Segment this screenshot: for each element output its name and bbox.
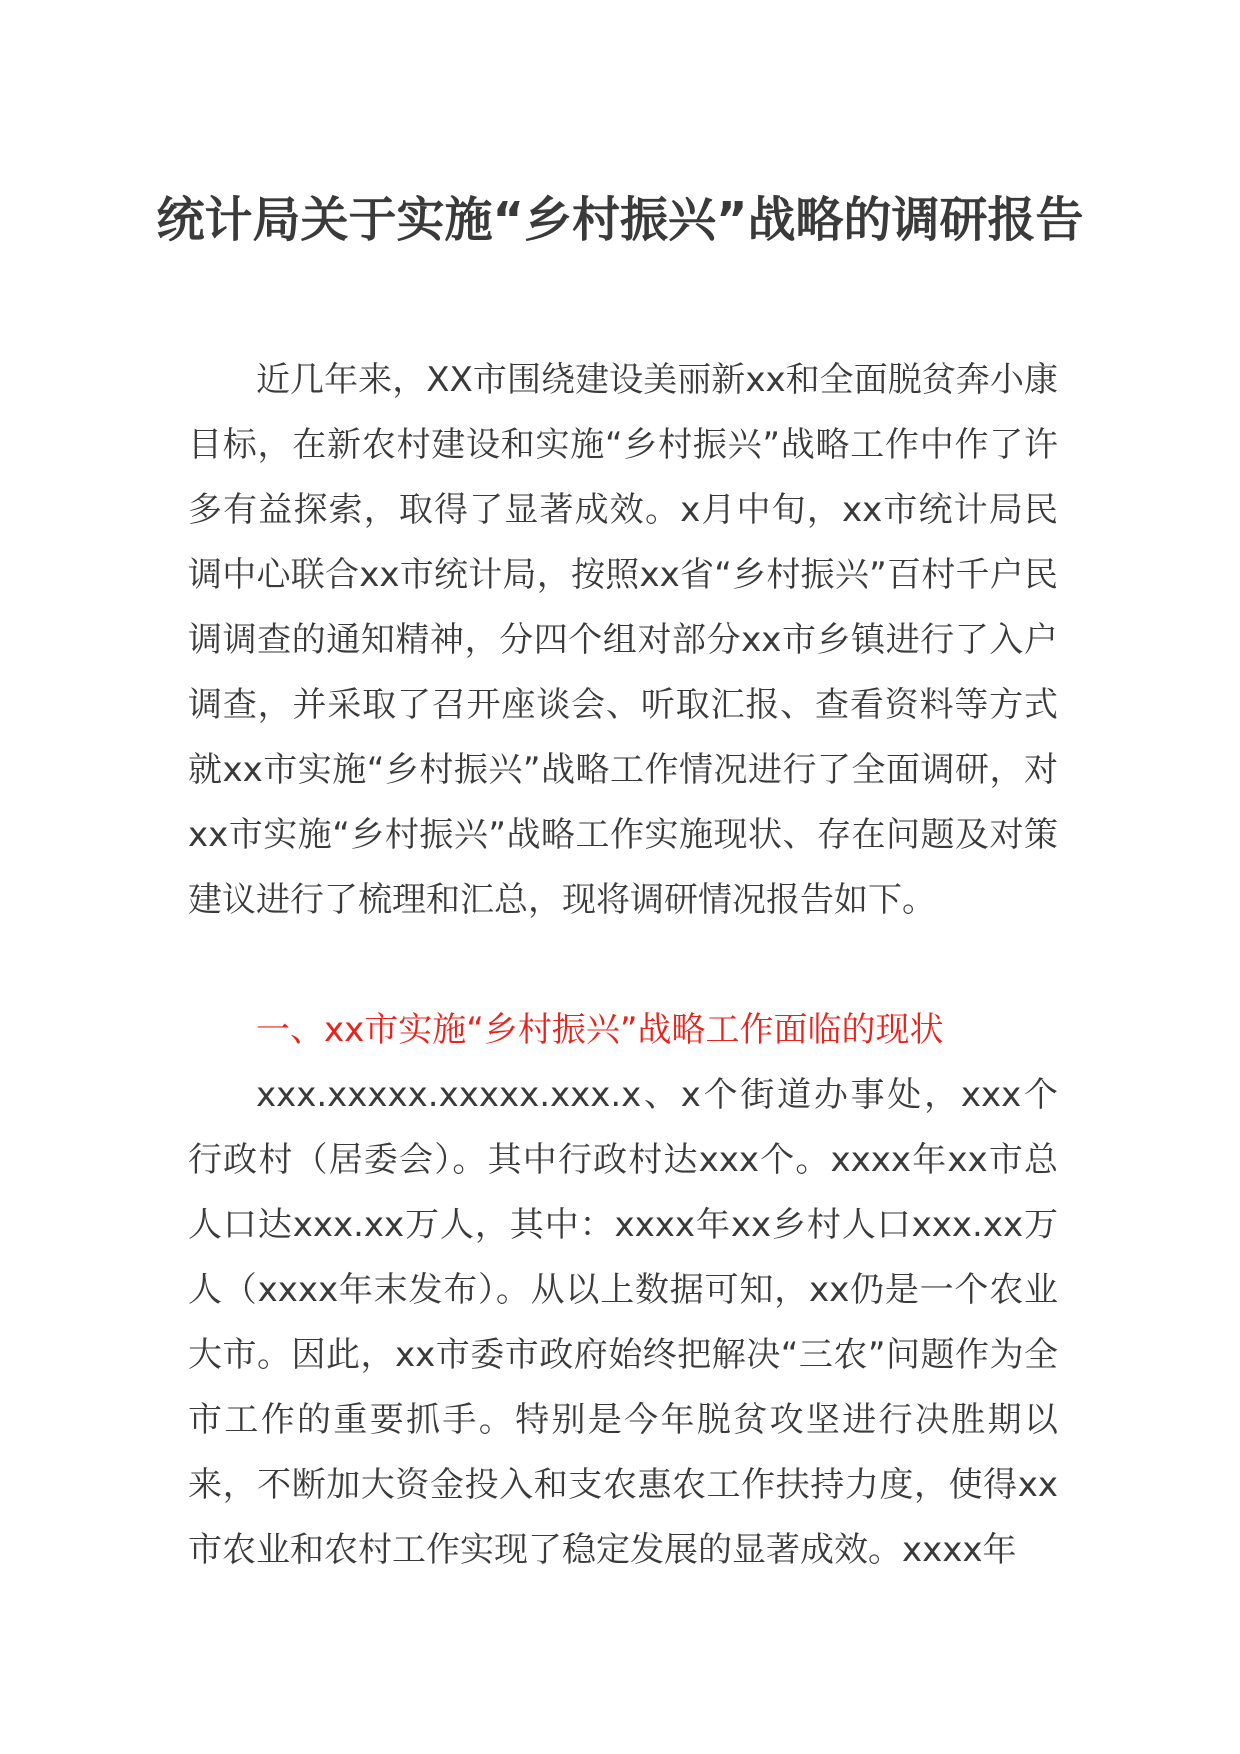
document-title: 统计局关于实施“乡村振兴”战略的调研报告 — [156, 192, 1084, 248]
intro-paragraph: 近几年来，XX市围绕建设美丽新xx和全面脱贫奔小康目标，在新农村建设和实施“乡村振兴”战略工作中作了许多有益探索，取得了显著成效。x月中旬，xx市统计局民调中心联合xx市统计局，按照xx省“乡村振兴”百村千户民调调查的通知精神，分四个组对部分xx市乡镇进行了入户调查，并采取了召开座谈会、听取汇报、查看资料等方式就xx市实施“乡村振兴”战略工作情况进行了全面调研，对xx市实施“乡村振兴”战略工作实施现状、存在问题及对策建议进行了梳理和汇总，现将调研情况报告如下。 — [188, 360, 1058, 920]
section-1-paragraph: xxx.xxxxx.xxxxx.xxx.x、x个街道办事处，xxx个行政村（居委会）。其中行政村达xxx个。xxxx年xx市总人口达xxx.xx万人，其中：xxxx年xx乡村人口xxx.xx万人（xxxx年末发布）。从以上数据可知，xx仍是一个农业大市。因此，xx市委市政府始终把解决“三农”问题作为全市工作的重要抓手。特别是今年脱贫攻坚进行决胜期以来，不断加大资金投入和支农惠农工作扶持力度，使得xx市农业和农村工作实现了稳定发展的显著成效。xxxx年 — [188, 1075, 1058, 1570]
section-1-heading: 一、xx市实施“乡村振兴”战略工作面临的现状 — [256, 1010, 944, 1050]
